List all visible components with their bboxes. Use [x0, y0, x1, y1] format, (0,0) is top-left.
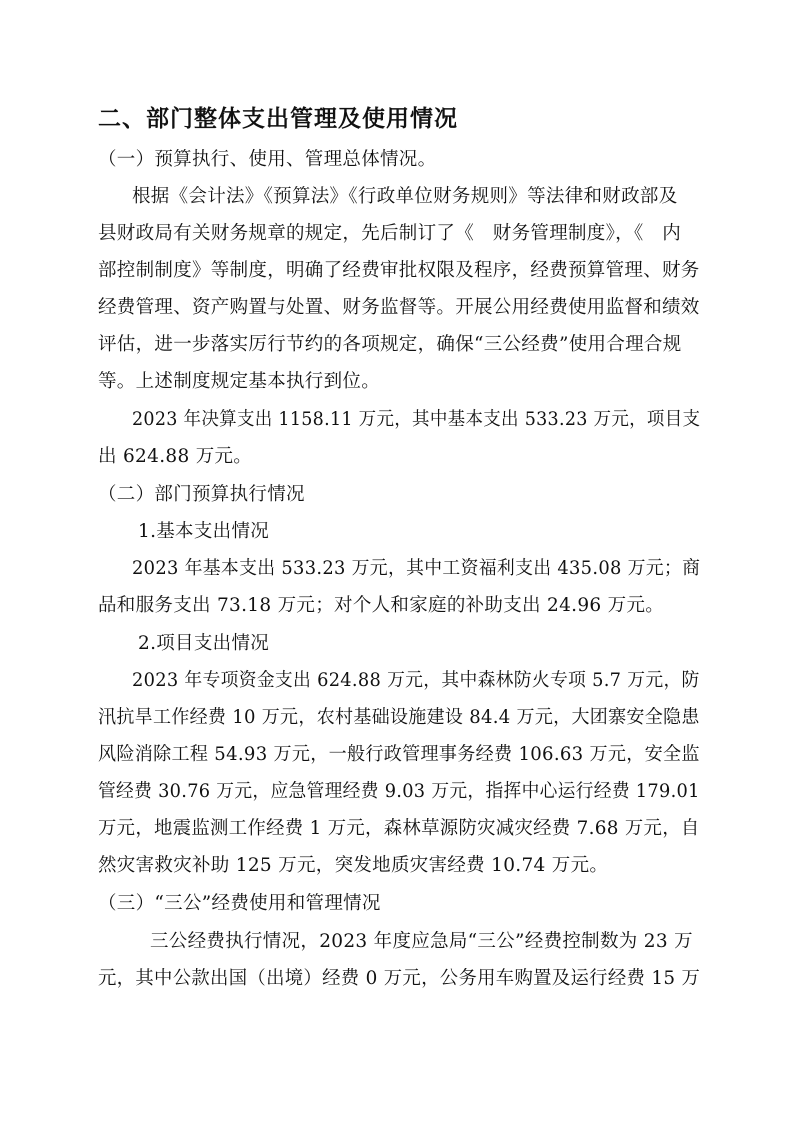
subsection-title-three-public-expenses: （三）“三公”经费使用和管理情况: [98, 893, 381, 914]
paragraph-line: 然灾害救灾补助 125 万元，突发地质灾害经费 10.74 万元。: [98, 855, 609, 876]
paragraph-line: 2023 年决算支出 1158.11 万元，其中基本支出 533.23 万元，项目支: [132, 409, 701, 430]
paragraph-line: 三公经费执行情况，2023 年度应急局“三公”经费控制数为 23 万: [150, 931, 693, 952]
paragraph-line: 部控制制度》等制度，明确了经费审批权限及程序，经费预算管理、财务: [98, 260, 700, 281]
paragraph-line: 县财政局有关财务规章的规定，先后制订了《 财务管理制度》，《 内: [98, 223, 682, 244]
paragraph-line: 元，其中公款出国（出境）经费 0 万元，公务用车购置及运行经费 15 万: [98, 968, 701, 989]
subsection-title-budget-execution: （二）部门预算执行情况: [98, 484, 305, 505]
paragraph-line: 出 624.88 万元。: [98, 446, 253, 467]
section-title: 二、部门整体支出管理及使用情况: [98, 106, 458, 132]
item-title-basic-expenditure: 1.基本支出情况: [138, 521, 270, 542]
paragraph-line: 汛抗旱工作经费 10 万元，农村基础设施建设 84.4 万元，大团寨安全隐患: [98, 707, 700, 728]
paragraph-line: 2023 年基本支出 533.23 万元，其中工资福利支出 435.08 万元；商: [132, 558, 701, 579]
paragraph-line: 风险消除工程 54.93 万元，一般行政管理事务经费 106.63 万元，安全监: [98, 744, 700, 765]
paragraph-line: 万元，地震监测工作经费 1 万元，森林草源防灾减灾经费 7.68 万元，自: [98, 818, 700, 839]
paragraph-line: 2023 年专项资金支出 624.88 万元，其中森林防火专项 5.7 万元，防: [132, 670, 700, 691]
subsection-title-budget-overview: （一）预算执行、使用、管理总体情况。: [98, 149, 437, 170]
paragraph-line: 品和服务支出 73.18 万元；对个人和家庭的补助支出 24.96 万元。: [98, 595, 665, 616]
paragraph-line: 等。上述制度规定基本执行到位。: [98, 371, 381, 392]
item-title-project-expenditure: 2.项目支出情况: [138, 633, 270, 654]
paragraph-line: 管经费 30.76 万元，应急管理经费 9.03 万元，指挥中心运行经费 179.01: [98, 781, 700, 802]
paragraph-line: 经费管理、资产购置与处置、财务监督等。开展公用经费使用监督和绩效: [98, 297, 700, 318]
paragraph-line: 评估，进一步落实厉行节约的各项规定，确保“三公经费”使用合理合规: [98, 334, 682, 355]
paragraph-line: 根据《会计法》《预算法》《行政单位财务规则》等法律和财政部及: [132, 186, 678, 207]
